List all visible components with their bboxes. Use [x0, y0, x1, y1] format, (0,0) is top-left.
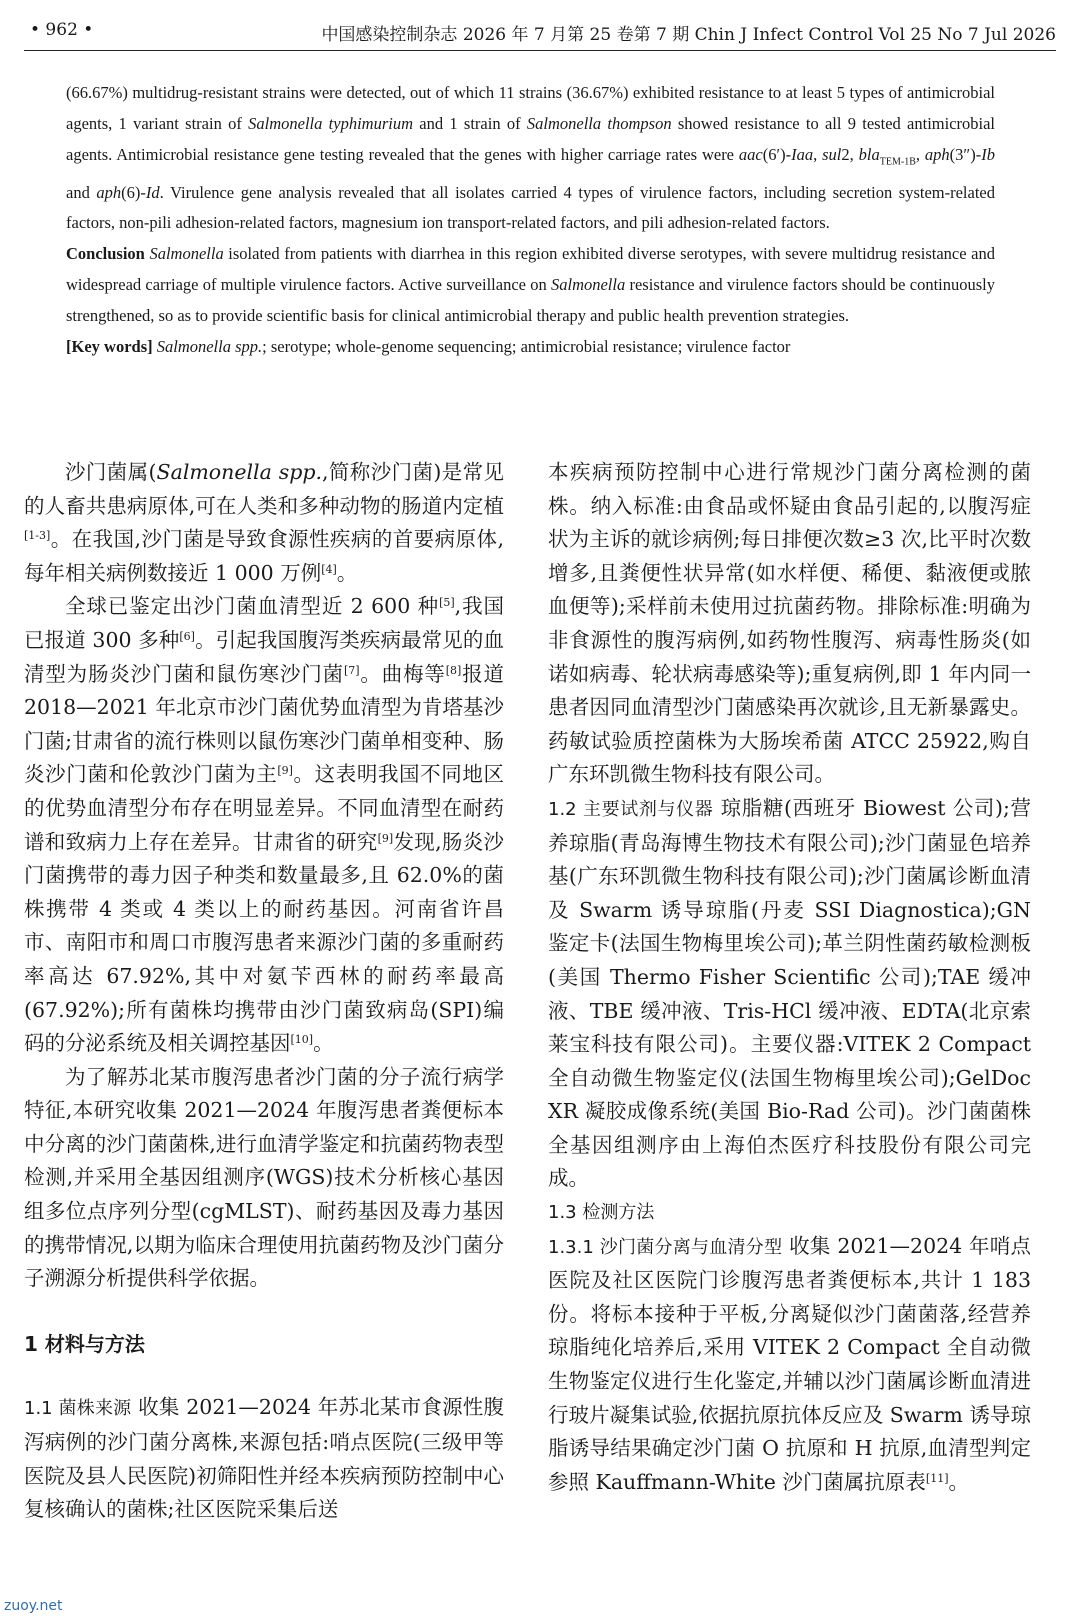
english-abstract: [66, 78, 995, 362]
intro-paragraph-1: 沙门菌属(Salmonella spp.,简称沙门菌)是常见的人畜共患病原体,可在人类和多种动物的肠道内定植[1-3]。在我国,沙门菌是导致食源性疾病的首要病原体,每年相关病例数接近 1 000 万例[4]。: [24, 460, 505, 585]
journal-citation: 中国感染控制杂志 2026 年 7 月第 25 卷第 7 期 Chin J Infect Control Vol 25 No 7 Jul 2026: [321, 25, 1056, 45]
abstract-results-paragraph: (66.67%) multidrug-resistant strains were detected, out of which 11 strains (36.67%) exhibited resistance to at least 5 types of antimicrobial agents, 1 variant strain of Salmonella typhimurium and 1 strain of Salmonella thompson showed resistance to all 9 tested antimicrobial agents. Antimicrobial resistance gene testing revealed that the genes with higher carriage rates were aac(6′)-Iaa, sul2, bla$_{TEM-1B}$, aph(3″)-Ib and aph(6)-Id. Virulence gene analysis revealed that all isolates carried 4 types of virulence factors, including secretion system-related factors, non-pili adhesion-related factors, magnesium ion transport-related factors, and pili adhesion-related factors.: [66, 83, 996, 233]
subsection-1-1: 1.1 菌株来源 收集 2021—2024 年苏北某市食源性腹泻病例的沙门菌分离株,来源包括:哨点医院(三级甲等医院及县人民医院)初筛阳性并经本疾病预防控制中心复核确认的菌株;社区医院采集后送: [24, 1395, 504, 1522]
left-column: [24, 456, 504, 1527]
subsection-1-3: 1.3 检测方法: [548, 1202, 655, 1224]
page-number: • 962 •: [30, 20, 94, 40]
subsection-1-2: 1.2 主要试剂与仪器 琼脂糖(西班牙 Biowest 公司);营养琼脂(青岛海博生物技术有限公司);沙门菌显色培养基(广东环凯微生物科技有限公司);沙门菌属诊断血清及 Swarm 诱导琼脂(丹麦 SSI Diagnostica);GN 鉴定卡(法国生物梅里埃公司);革兰阴性菌药敏检测板(美国 Thermo Fisher Scientific 公司);TAE 缓冲液、TBE 缓冲液、Tris-HCl 缓冲液、EDTA(北京索莱宝科技有限公司)。主要仪器:VITEK 2 Compact 全自动微生物鉴定仪(法国生物梅里埃公司);GelDoc XR 凝胶成像系统(美国 Bio-Rad 公司)。沙门菌菌株全基因组测序由上海伯杰医疗科技股份有限公司完成。: [548, 795, 1031, 1191]
abstract-conclusion: Conclusion Salmonella isolated from patients with diarrhea in this region exhibited diverse serotypes, with severe multidrug resistance and widespread carriage of multiple virulence factors. Active surveillance on Salmonella resistance and virulence factors should be continuously strengthened, so as to provide scientific basis for clinical antimicrobial therapy and public health prevention strategies.: [66, 244, 995, 325]
section-heading-methods: 1 材料与方法: [24, 1331, 145, 1356]
subsection-1-3-1: 1.3.1 沙门菌分离与血清分型 收集 2021—2024 年哨点医院及社区医院门诊腹泻患者粪便标本,共计 1 183 份。将标本接种于平板,分离疑似沙门菌菌落,经营养琼脂纯化培养后,采用 VITEK 2 Compact 全自动微生物鉴定仪进行生化鉴定,并辅以沙门菌属诊断血清进行玻片凝集试验,依据抗原抗体反应及 Swarm 诱导琼脂诱导结果确定沙门菌 O 抗原和 H 抗原,血清型判定参照 Kauffmann-White 沙门菌属抗原表[11]。: [548, 1233, 1031, 1494]
running-header: [24, 14, 1056, 51]
key-words: [Key words] Salmonella spp.; serotype; whole-genome sequencing; antimicrobial resistance; virulence factor: [66, 336, 791, 356]
intro-paragraph-3: 为了解苏北某市腹泻患者沙门菌的分子流行病学特征,本研究收集 2021—2024 年腹泻患者粪便标本中分离的沙门菌菌株,进行血清学鉴定和抗菌药物表型检测,并采用全基因组测序(WGS)技术分析核心基因组多位点序列分型(cgMLST)、耐药基因及毒力基因的携带情况,以期为临床合理使用抗菌药物及沙门菌分子溯源分析提供科学依据。: [24, 1064, 504, 1291]
strain-source-continued: 本疾病预防控制中心进行常规沙门菌分离检测的菌株。纳入标准:由食品或怀疑由食品引起的,以腹泻症状为主诉的就诊病例;每日排便次数≥3 次,比平时次数增多,且粪便性状异常(如水样便、稀便、黏液便或脓血便等);采样前未使用过抗菌药物。排除标准:明确为非食源性的腹泻病例,如药物性腹泻、病毒性肠炎(如诺如病毒、轮状病毒感染等);重复病例,即 1 年内同一患者因同血清型沙门菌感染再次就诊,且无新暴露史。药敏试验质控菌株为大肠埃希菌 ATCC 25922,购自广东环凯微生物科技有限公司。: [548, 460, 1031, 787]
site-watermark: zuoy.net: [4, 1598, 63, 1614]
intro-paragraph-2: 全球已鉴定出沙门菌血清型近 2 600 种[5],我国已报道 300 多种[6]。引起我国腹泻类疾病最常见的血清型为肠炎沙门菌和鼠伤寒沙门菌[7]。曲梅等[8]报道 2018—2021 年北京市沙门菌优势血清型为肯塔基沙门菌;甘肃省的流行株则以鼠伤寒沙门菌单相变种、肠炎沙门菌和伦敦沙门菌为主[9]。这表明我国不同地区的优势血清型分布存在明显差异。不同血清型在耐药谱和致病力上存在差异。甘肃省的研究[9]发现,肠炎沙门菌携带的毒力因子种类和数量最多,且 62.0%的菌株携带 4 类或 4 类以上的耐药基因。河南省许昌市、南阳市和周口市腹泻患者来源沙门菌的多重耐药率高达 67.92%,其中对氨苄西林的耐药率最高(67.92%);所有菌株均携带由沙门菌致病岛(SPI)编码的分泌系统及相关调控基因[10]。: [24, 594, 505, 1056]
right-column: [548, 456, 1031, 1499]
